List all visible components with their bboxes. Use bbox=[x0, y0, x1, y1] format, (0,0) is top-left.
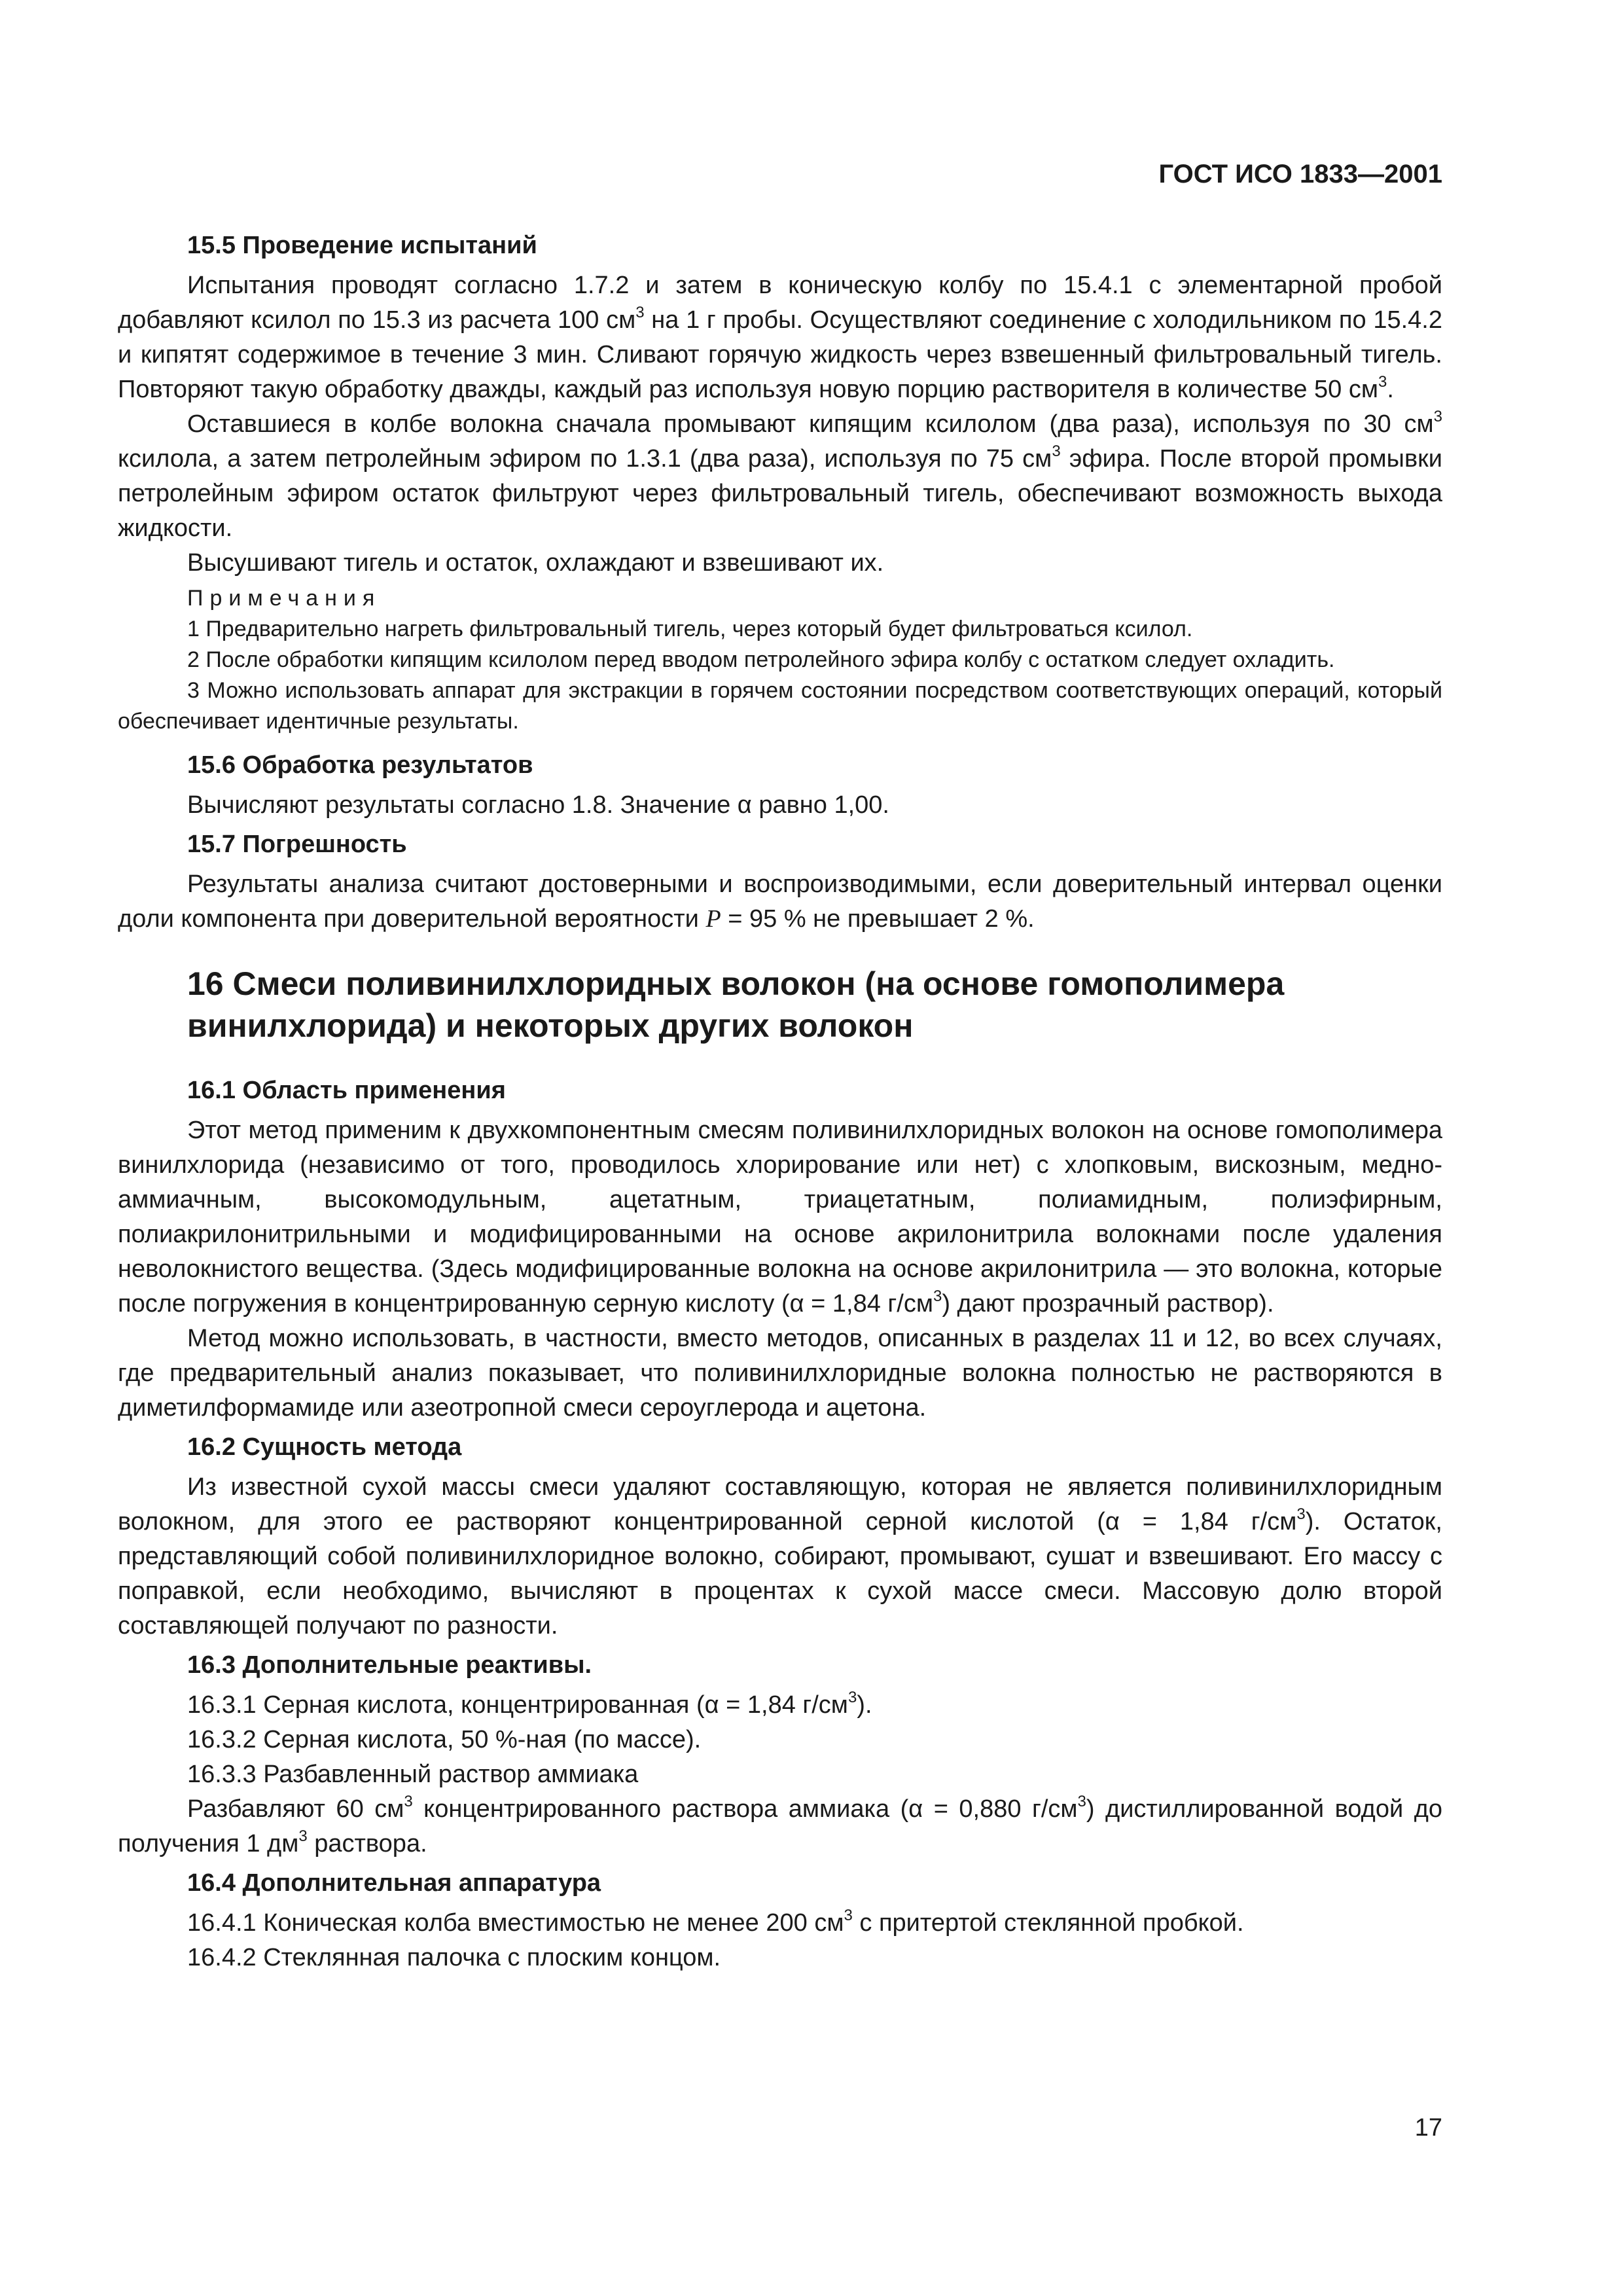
superscript: 3 bbox=[844, 1907, 853, 1924]
text-run: концентрированного раствора аммиака (α = 0,880 г/см bbox=[412, 1795, 1078, 1823]
text-run: ). bbox=[857, 1691, 872, 1719]
superscript: 3 bbox=[933, 1287, 942, 1305]
section-16-4-title: 16.4 Дополнительная аппаратура bbox=[187, 1869, 601, 1897]
text-run: ) дают прозрачный раствор). bbox=[942, 1290, 1274, 1318]
superscript: 3 bbox=[1296, 1505, 1306, 1523]
notes-heading: Примечания bbox=[187, 586, 382, 611]
section-16-1-title: 16.1 Область применения bbox=[187, 1077, 506, 1104]
superscript: 3 bbox=[847, 1689, 857, 1706]
text-run: . bbox=[1387, 376, 1394, 403]
note-item: 3 Можно использовать аппарат для экстракции в горячем состоянии посредством соответствующих операций, который обеспечивает идентичные результаты. bbox=[118, 678, 1442, 734]
section-16-3-title: 16.3 Дополнительные реактивы. bbox=[187, 1651, 592, 1679]
text-run: Оставшиеся в колбе волокна сначала промывают кипящим ксилолом (два раза), используя по 30 см bbox=[187, 410, 1434, 438]
text-run: 16.3.1 Серная кислота, концентрированная (α = 1,84 г/см bbox=[187, 1691, 848, 1719]
note-item: 2 После обработки кипящим ксилолом перед вводом петролейного эфира колбу с остатком следует охладить. bbox=[187, 647, 1335, 672]
list-item bbox=[118, 1688, 1442, 1723]
paragraph bbox=[118, 1113, 1442, 1321]
superscript: 3 bbox=[1433, 408, 1442, 425]
section-15-7-title: 15.7 Погрешность bbox=[187, 831, 407, 858]
paragraph bbox=[118, 407, 1442, 546]
paragraph bbox=[118, 867, 1442, 937]
text-run: Этот метод применим к двухкомпонентным смесям поливинилхлоридных волокон на основе гомополимера винилхлорида (независимо от того, проводилось хлорирование или нет) с хлопковым, вискозным, медно-аммиачным, высокомодульным, ацетатным, триацетатным, полиамидным, полиэфирным, полиакрилонитрильными и модифицированными на основе акрилонитрила волокнами после удаления неволокнистого вещества. (Здесь модифицированные волокна на основе акрилонитрила — это волокна, которые после погружения в концентрированную серную кислоту (α = 1,84 г/см bbox=[118, 1117, 1442, 1318]
text-run: ) дистиллированной водой до получения 1 дм bbox=[118, 1795, 1442, 1857]
list-item bbox=[118, 1906, 1442, 1941]
text-run: на 1 г пробы. Осуществляют соединение с холодильником по 15.4.2 и кипятят содержимое в течение 3 мин. Сливают горячую жидкость через взвешенный фильтровальный тигель. Повторяют такую обработку дважды, каждый раз используя новую порцию растворителя в количестве 50 см bbox=[118, 306, 1442, 403]
note-item: 1 Предварительно нагреть фильтровальный тигель, через который будет фильтроваться ксилол. bbox=[187, 617, 1193, 641]
text-run: Из известной сухой массы смеси удаляют составляющую, которая не является поливинилхлоридным волокном, для этого ее растворяют концентрированной серной кислотой (α = 1,84 г/см bbox=[118, 1473, 1442, 1535]
text-run: = 95 % не превышает 2 %. bbox=[721, 905, 1035, 933]
paragraph bbox=[118, 1470, 1442, 1643]
superscript: 3 bbox=[635, 304, 645, 321]
text-run: эфира. После второй промывки петролейным эфиром остаток фильтруют через фильтровальный тигель, обеспечивают возможность выхода жидкости. bbox=[118, 445, 1442, 542]
superscript: 3 bbox=[1077, 1793, 1086, 1810]
text-run: Испытания проводят согласно 1.7.2 и затем в коническую колбу по 15.4.1 с элементарной пробой добавляют ксилол по 15.3 из расчета 100 см bbox=[118, 272, 1442, 334]
variable: P bbox=[705, 905, 721, 933]
superscript: 3 bbox=[404, 1793, 413, 1810]
superscript: 3 bbox=[1052, 442, 1061, 460]
notes-list bbox=[118, 614, 1442, 737]
text-run: раствора. bbox=[307, 1830, 427, 1857]
text-run: Результаты анализа считают достоверными и воспроизводимыми, если доверительный интервал оценки доли компонента при доверительной вероятности bbox=[118, 870, 1442, 933]
chapter-16-title: 16 Смеси поливинилхлоридных волокон (на основе гомополимера винилхлорида) и некоторых других волокон bbox=[187, 965, 1285, 1044]
paragraph: Метод можно использовать, в частности, вместо методов, описанных в разделах 11 и 12, во всех случаях, где предварительный анализ показывает, что поливинилхлоридные волокна полностью не растворяются в диметилформамиде или азеотропной смеси сероуглерода и ацетона. bbox=[118, 1325, 1442, 1422]
standard-designation: ГОСТ ИСО 1833—2001 bbox=[1158, 160, 1442, 188]
paragraph bbox=[118, 1792, 1442, 1861]
text-run: 16.4.1 Коническая колба вместимостью не менее 200 см bbox=[187, 1909, 844, 1937]
superscript: 3 bbox=[298, 1827, 308, 1845]
text-run: с притертой стеклянной пробкой. bbox=[852, 1909, 1244, 1937]
section-15-5-title: 15.5 Проведение испытаний bbox=[187, 232, 537, 259]
list-item: 16.3.2 Серная кислота, 50 %-ная (по массе). bbox=[187, 1726, 702, 1753]
paragraph: Высушивают тигель и остаток, охлаждают и взвешивают их. bbox=[187, 549, 884, 577]
paragraph: Вычисляют результаты согласно 1.8. Значение α равно 1,00. bbox=[187, 791, 889, 819]
list-item: 16.4.2 Стеклянная палочка с плоским концом. bbox=[187, 1944, 721, 1971]
list-item: 16.3.3 Разбавленный раствор аммиака bbox=[187, 1761, 639, 1788]
superscript: 3 bbox=[1378, 373, 1387, 391]
text-run: ксилола, а затем петролейным эфиром по 1.3.1 (два раза), используя по 75 см bbox=[118, 445, 1052, 473]
page-body bbox=[118, 228, 1442, 1975]
section-16-2-title: 16.2 Сущность метода bbox=[187, 1433, 462, 1461]
text-run: Разбавляют 60 см bbox=[187, 1795, 404, 1823]
section-15-6-title: 15.6 Обработка результатов bbox=[187, 751, 533, 779]
paragraph bbox=[118, 268, 1442, 407]
page-number: 17 bbox=[1414, 2114, 1442, 2142]
text-run: ). Остаток, представляющий собой поливинилхлоридное волокно, собирают, промывают, сушат и взвешивают. Его массу с поправкой, если необходимо, вычисляют в процентах к сухой массе смеси. Массовую долю второй составляющей получают по разности. bbox=[118, 1508, 1442, 1640]
